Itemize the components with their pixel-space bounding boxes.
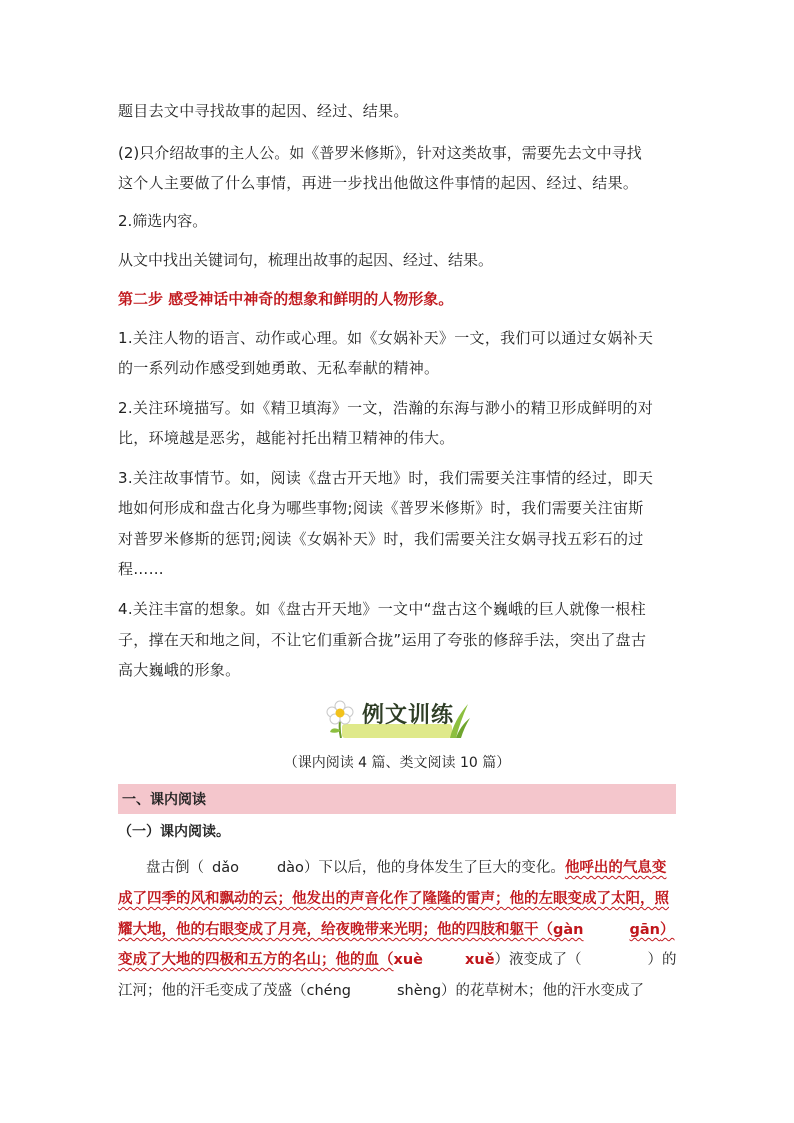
text-line: 这个人主要做了什么事情，再进一步找出他做这件事情的起因、经过、结果。: [118, 174, 639, 192]
flower-icon: [324, 698, 356, 738]
reading-text: 江河；他的汗毛变成了茂盛（: [118, 983, 307, 999]
text-line: 题目去文中寻找故事的起因、经过、结果。: [118, 102, 409, 120]
pinyin-option: xuè: [393, 952, 424, 968]
emphasized-text: 变成了大地的四极和五方的名山；他的血（: [118, 952, 394, 968]
reading-text: ）的: [647, 952, 677, 968]
emphasized-text: 他呼出的气息变: [564, 860, 667, 876]
text-line: 程……: [118, 560, 164, 578]
reading-line: [118, 919, 675, 941]
emphasized-text: ）: [660, 922, 675, 938]
text-line: 2.筛选内容。: [118, 212, 208, 230]
reading-line: [118, 980, 644, 1002]
reading-text: ）的花草树木；他的汗水变成了: [441, 983, 645, 999]
section-title: 一、课内阅读: [122, 792, 206, 808]
pinyin-option: gān: [629, 922, 660, 938]
pinyin-option: dǎo: [212, 860, 239, 876]
pinyin-option: gàn: [553, 922, 584, 938]
badge-subtitle: （课内阅读 4 篇、类文阅读 10 篇）: [283, 755, 511, 771]
pinyin-option: shèng: [396, 983, 442, 999]
text-line: 1.关注人物的语言、动作或心理。如《女娲补天》一文，我们可以通过女娲补天: [118, 329, 654, 347]
text-line: 高大巍峨的形象。: [118, 661, 241, 679]
subsection-title: （一）课内阅读。: [118, 824, 230, 840]
emphasized-text: 成了四季的风和飘动的云；他发出的声音化作了隆隆的雷声；他的左眼变成了太阳，照: [118, 891, 669, 907]
reading-line: [118, 888, 669, 910]
text-line: 子，撑在天和地之间，不让它们重新合拢”运用了夸张的修辞手法，突出了盘古: [118, 631, 647, 649]
emphasized-text: 耀大地，他的右眼变成了月亮，给夜晚带来光明；他的四肢和躯干（: [118, 922, 553, 938]
reading-text: ）液变成了（: [494, 952, 582, 968]
text-line: 4.关注丰富的想象。如《盘古开天地》一文中“盘古这个巍峨的巨人就像一根柱: [118, 600, 646, 618]
pinyin-option: chéng: [306, 983, 351, 999]
step-heading: 第二步 感受神话中神奇的想象和鲜明的人物形象。: [118, 290, 454, 308]
reading-line: [118, 949, 677, 971]
reading-line: [146, 857, 666, 879]
section-badge: [322, 696, 472, 742]
text-line: 2.关注环境描写。如《精卫填海》一文，浩瀚的东海与渺小的精卫形成鲜明的对: [118, 399, 654, 417]
reading-text: 盘古倒（: [146, 860, 204, 876]
grass-icon: [448, 702, 470, 738]
text-line: 的一系列动作感受到她勇敢、无私奉献的精神。: [118, 359, 440, 377]
text-line: (2)只介绍故事的主人公。如《普罗米修斯》，针对这类故事，需要先去文中寻找: [118, 144, 642, 162]
text-line: 地如何形成和盘古化身为哪些事物;阅读《普罗米修斯》时，我们需要关注宙斯: [118, 499, 644, 517]
text-line: 3.关注故事情节。如，阅读《盘古开天地》时，我们需要关注事情的经过，即天: [118, 469, 654, 487]
text-line: 对普罗米修斯的惩罚;阅读《女娲补天》时，我们需要关注女娲寻找五彩石的过: [118, 530, 644, 548]
reading-text: ）下以后，他的身体发生了巨大的变化。: [303, 860, 565, 876]
badge-title: 例文训练: [362, 703, 455, 728]
section-header-bar: [118, 784, 676, 814]
text-line: 从文中找出关键词句，梳理出故事的起因、经过、结果。: [118, 251, 494, 269]
text-line: 比，环境越是恶劣，越能衬托出精卫精神的伟大。: [118, 429, 455, 447]
pinyin-option: xuě: [465, 952, 495, 968]
pinyin-option: dào: [276, 860, 304, 876]
